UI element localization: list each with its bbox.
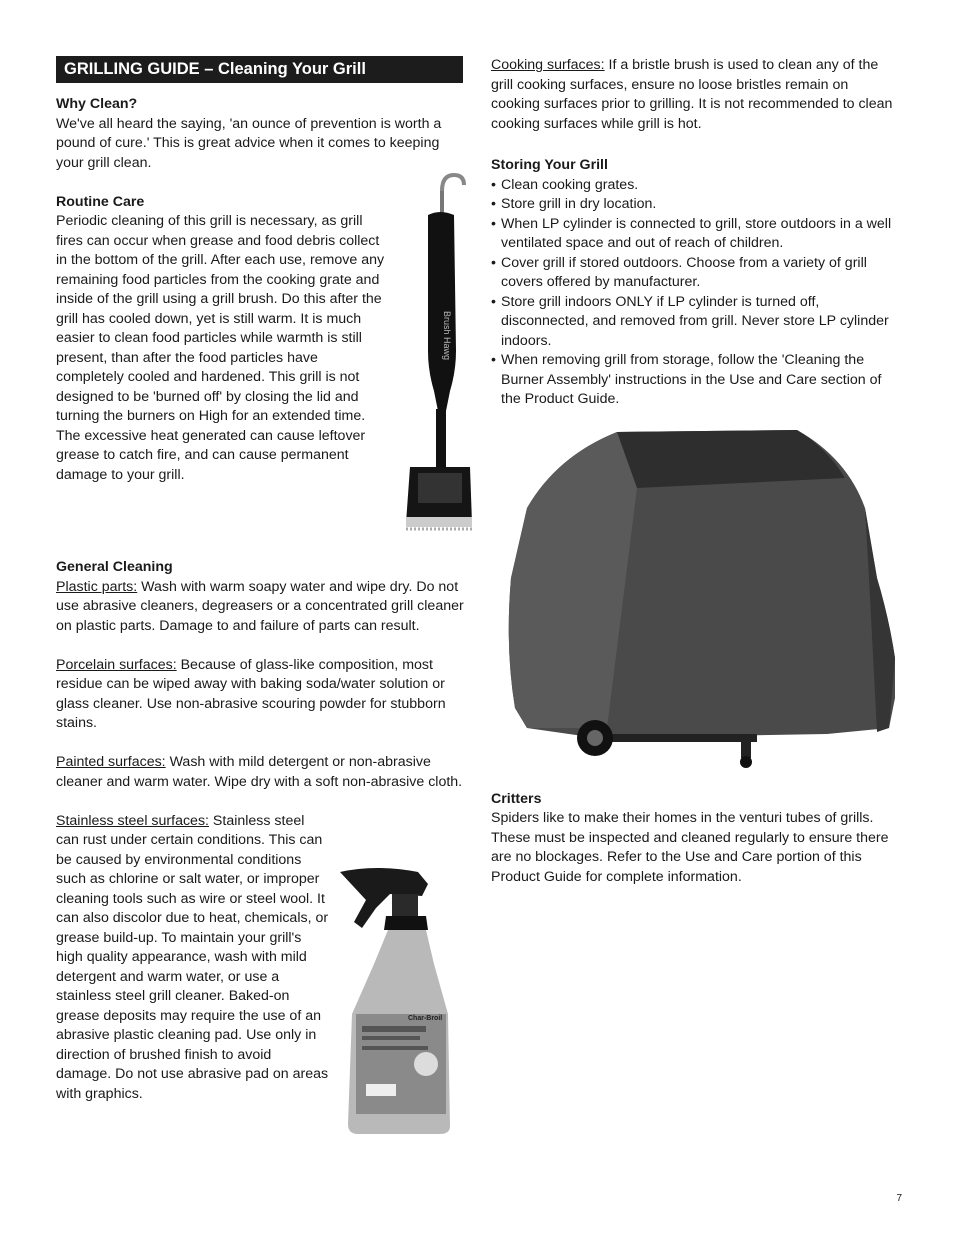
storing-heading: Storing Your Grill [491, 157, 608, 173]
cooking-surfaces-text: Cooking surfaces: If a bristle brush is used to clean any of the grill cooking surfaces, ensure no loose bristles remain on cooking surfaces prior to grilling. It is not recommended to clean cooking surfaces while grill is hot. [491, 57, 893, 132]
general-cleaning-heading: General Cleaning [56, 559, 173, 575]
grill-cover-image [497, 428, 901, 774]
painted-text: Painted surfaces: Wash with mild detergent or non-abrasive cleaner and warm water. Wipe dry with a soft non-abrasive cloth. [56, 754, 463, 790]
list-item: • Store grill in dry location. [491, 195, 901, 215]
stainless-label: Stainless steel surfaces: [56, 812, 209, 829]
routine-care-text: Periodic cleaning of this grill is necessary, as grill fires can occur when grease and food debris collect in the bottom of the grill. After each use, remove any remaining food particles from the cooking grate and inside of the grill using a grill brush. Do this after the grill has cooled down, yet is still warm. It is much easier to clean food particles while warmth is still present, than after the food particles have completely cooled and hardened. This grill is not designed to be 'burned off' by closing the lid and turning the burners on High for an extended time. The excessive heat generated can cause leftover grease to catch fire, and can cause permanent damage to your grill. [56, 213, 385, 483]
list-item: • When removing grill from storage, follow the 'Cleaning the Burner Assembly' instructions in the Use and Care section of the Product Guide. [491, 351, 901, 410]
plastic-parts-text: Plastic parts: Wash with warm soapy water and wipe dry. Do not use abrasive cleaners, degreasers or a concentrated grill cleaner on plastic parts. Damage to and failure of parts can result. [56, 578, 464, 634]
critters-heading: Critters [491, 790, 542, 807]
porcelain-text: Porcelain surfaces: Because of glass-like composition, most residue can be wiped away with baking soda/water solution or glass cleaner. Use non-abrasive scouring powder for stubborn stains. [56, 656, 446, 731]
list-item: • Cover grill if stored outdoors. Choose from a variety of grill covers offered by manufacturer. [491, 254, 901, 293]
page-number: 7 [896, 1193, 902, 1204]
porcelain-label: Porcelain surfaces: [56, 656, 177, 673]
right-column [491, 56, 901, 887]
left-column [56, 56, 466, 1136]
painted-label: Painted surfaces: [56, 754, 166, 770]
list-item: • Clean cooking grates. [491, 176, 901, 196]
section-banner: GRILLING GUIDE – Cleaning Your Grill [56, 56, 463, 83]
why-clean-text: We've all heard the saying, 'an ounce of prevention is worth a pound of cure.' This is great advice when it comes to keeping your grill clean. [56, 115, 442, 171]
routine-care-heading: Routine Care [56, 193, 145, 210]
spray-brand-text: Char-Broil [408, 1014, 443, 1022]
grill-brush-image [392, 171, 472, 539]
storing-list [491, 176, 901, 410]
critters-text: Spiders like to make their homes in the venturi tubes of grills. These must be inspected and cleaned regularly to ensure there are no blockages. Refer to the Use and Care portion of this Product Guide for complete information. [491, 810, 889, 885]
list-item: • Store grill indoors ONLY if LP cylinder is turned off, disconnected, and removed from grill. Never store LP cylinder indoors. [491, 293, 901, 352]
list-item: • When LP cylinder is connected to grill, store outdoors in a well ventilated space and out of reach of children. [491, 215, 901, 254]
cleaner-spray-bottle-image [336, 864, 456, 1136]
why-clean-heading: Why Clean? [56, 96, 138, 112]
brush-brand-text: Brush Hawg [442, 310, 452, 360]
plastic-parts-label: Plastic parts: [56, 578, 138, 595]
stainless-text: Stainless steel surfaces: Stainless steel can rust under certain conditions. This can be caused by environmental conditions such as chlorine or salt water, or improper cleaning tools such as wire or steel wool. It can also discolor due to heat, chemicals, or grease build-up. To maintain your grill's high quality appearance, wash with mild detergent and warm water, or use a stainless steel grill cleaner. Baked-on grease deposits may require the use of an abrasive plastic cleaning pad. Use only in direction of brushed finish to avoid damage. Do not use abrasive pad on areas with graphics. [56, 812, 329, 1102]
cooking-surfaces-label: Cooking surfaces: [491, 57, 605, 73]
